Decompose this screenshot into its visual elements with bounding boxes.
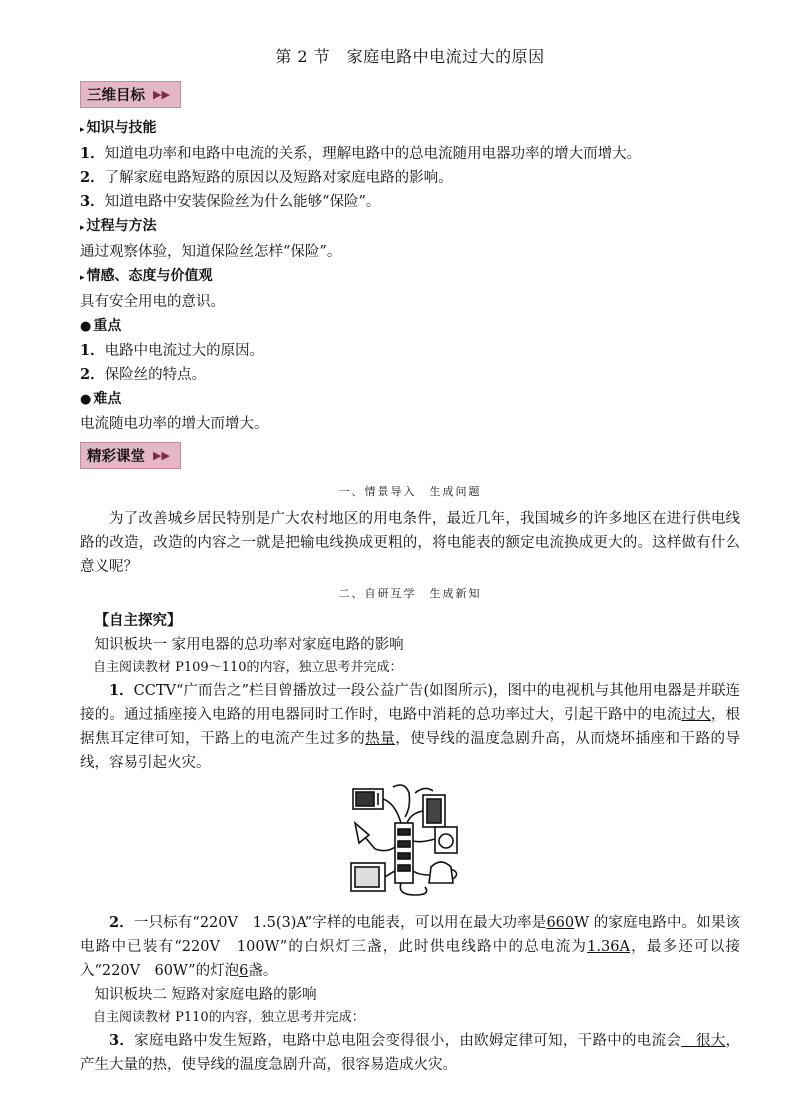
question-1: [80, 679, 740, 775]
difficulty-text: 电流随电功率的增大而增大。: [80, 416, 269, 432]
list-item: [80, 190, 740, 214]
question-text: ，产生大量的热，使导线的温度急剧升高，很容易造成火灾。: [80, 1033, 741, 1073]
block2-title: 知识板块二 短路对家庭电路的影响: [94, 987, 317, 1003]
item-number: 3．: [80, 193, 105, 210]
block1-title: 知识板块一 家用电器的总功率对家庭电路的影响: [94, 637, 404, 653]
answer-blank: 1.36A: [587, 939, 630, 955]
question-text: 家庭电路中发生短路，电路中总电阻会变得很小，由欧姆定律可知，干路中的电流会: [134, 1033, 682, 1049]
item-number: 1．: [80, 145, 105, 162]
explore-label: 【自主探究】: [94, 612, 182, 629]
answer-blank: 660: [546, 915, 575, 931]
item-text: 保险丝的特点。: [104, 367, 207, 383]
answer-blank: 很大: [681, 1033, 726, 1049]
question-text: CCTV“广而告之”栏目曾播放过一段公益广告(如图所示)，图中的电视机与其他用电器是并联连接的。通过插座接入电路的用电器同时工作时，电路中消耗的总功率过大，引起干路中的电流: [80, 683, 741, 723]
item-text: 知道电功率和电路中电流的关系，理解电路中的总电流随用电器功率的增大而增大。: [104, 146, 642, 162]
section-banner-classroom: [80, 442, 181, 469]
subheading-text: 重点: [93, 318, 122, 334]
block2-read-instruction: 自主阅读教材 P110的内容，独立思考并完成：: [93, 1010, 365, 1025]
item-number: 1．: [80, 342, 105, 359]
filled-circle-icon: ●: [80, 319, 92, 334]
double-arrow-icon: ▶▶: [153, 449, 170, 462]
triangle-bullet-icon: ▸: [80, 125, 85, 135]
banner-label: 三维目标: [87, 88, 145, 104]
document-page: [80, 44, 740, 1077]
question-text: ，最多还可以接入“220V 60W”的灯泡: [80, 939, 741, 979]
list-item: [80, 363, 740, 387]
item-text: 了解家庭电路短路的原因以及短路对家庭电路的影响。: [104, 170, 453, 186]
question-2: [80, 911, 740, 983]
overloaded-socket-illustration: [345, 783, 475, 901]
block1-read-instruction: 自主阅读教材 P109～110的内容，独立思考并完成：: [93, 660, 403, 675]
section-banner-goals: [80, 81, 181, 108]
banner-label: 精彩课堂: [87, 449, 145, 465]
triangle-bullet-icon: ▸: [80, 223, 85, 233]
subheading-text: 情感、态度与价值观: [86, 268, 213, 284]
item-text: 电路中电流过大的原因。: [104, 343, 265, 359]
answer-blank: 过大: [681, 707, 711, 723]
process-text: 通过观察体验，知道保险丝怎样“保险”。: [80, 244, 342, 260]
page-title: 第 2 节 家庭电路中电流过大的原因: [275, 47, 545, 66]
list-item: [80, 339, 740, 363]
answer-blank: 6: [239, 963, 249, 979]
question-number: 2．: [109, 914, 134, 931]
subheading-text: 难点: [93, 391, 122, 407]
item-number: 2．: [80, 169, 105, 186]
question-text: ，使导线的温度急剧升高，从而烧坏插座和干路的导线，容易引起火灾。: [80, 731, 741, 771]
emotion-text: 具有安全用电的意识。: [80, 294, 225, 310]
question-number: 1．: [109, 682, 134, 699]
part-heading-selfstudy: 二、自研互学 生成新知: [338, 587, 482, 600]
list-item: [80, 166, 740, 190]
subheading-emotion: [80, 264, 740, 290]
question-text: ，根据焦耳定律可知，干路上的电流产生过多的: [80, 707, 740, 747]
question-text: 盏。: [248, 963, 278, 979]
subheading-text: 过程与方法: [86, 218, 157, 234]
question-3: [80, 1029, 740, 1077]
item-number: 2．: [80, 366, 105, 383]
subheading-key-points: [80, 314, 740, 339]
double-arrow-icon: ▶▶: [153, 88, 170, 101]
question-number: 3．: [109, 1032, 135, 1049]
triangle-bullet-icon: ▸: [80, 273, 85, 283]
subheading-process: [80, 214, 740, 240]
subheading-difficulty: [80, 387, 740, 412]
intro-paragraph: 为了改善城乡居民特别是广大农村地区的用电条件，最近几年，我国城乡的许多地区在进行供电线路的改造，改造的内容之一就是把输电线换成更粗的，将电能表的额定电流换成更大的。这样做有什么意义呢？: [80, 511, 740, 575]
list-item: [80, 142, 740, 166]
subheading-knowledge: [80, 116, 740, 142]
filled-circle-icon: ●: [80, 392, 92, 407]
question-text: W 的家庭电路中。如果该电路中已装有“220V 100W”的白炽灯三盏，此时供电线路中的总电流为: [80, 915, 741, 955]
answer-blank: 热量: [365, 731, 396, 747]
item-text: 知道电路中安装保险丝为什么能够“保险”。: [104, 194, 381, 210]
part-heading-intro: 一、情景导入 生成问题: [338, 485, 482, 498]
subheading-text: 知识与技能: [86, 120, 157, 136]
question-text: 一只标有“220V 1.5(3)A”字样的电能表，可以用在最大功率是: [133, 915, 547, 931]
